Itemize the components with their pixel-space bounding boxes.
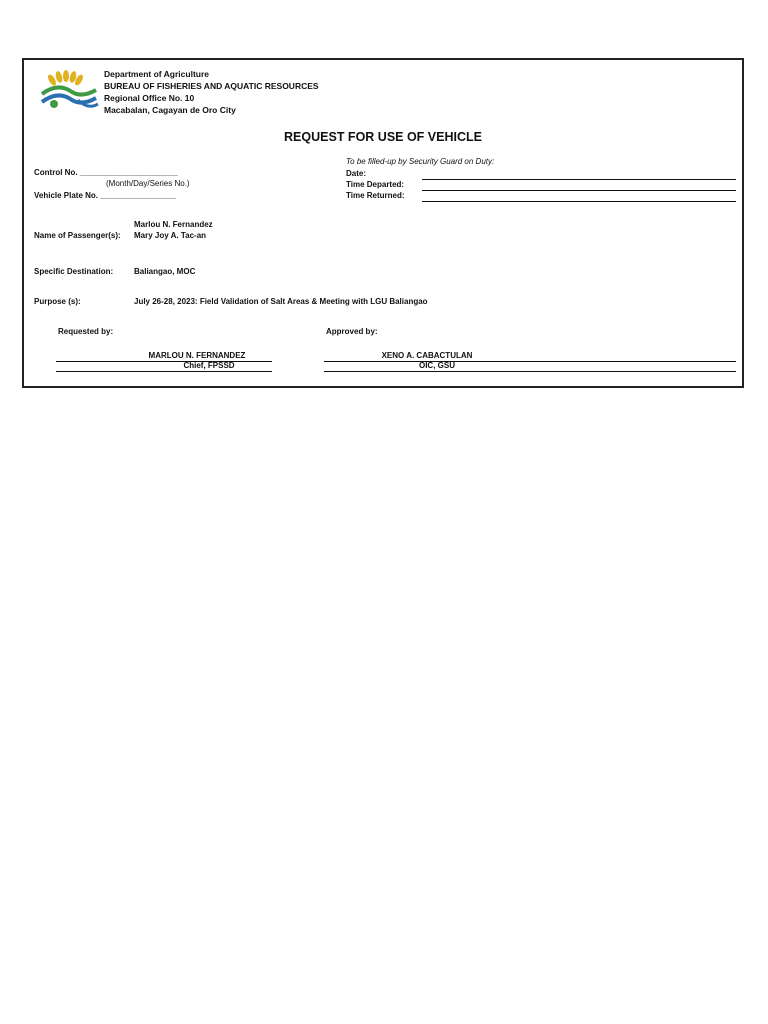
requester-title: Chief, FPSSD <box>183 361 235 370</box>
requester-title-line <box>56 371 272 372</box>
destination-label: Specific Destination: <box>34 267 114 276</box>
bureau-name: BUREAU OF FISHERIES AND AQUATIC RESOURCES <box>104 81 319 91</box>
vehicle-request-form <box>22 58 744 388</box>
regional-office: Regional Office No. 10 <box>104 93 195 103</box>
passenger-2: Mary Joy A. Tac-an <box>134 231 207 240</box>
approver-title: OIC, GSU <box>418 361 455 370</box>
passenger-label: Name of Passenger(s): <box>34 231 121 240</box>
control-no-hint: (Month/Day/Series No.) <box>106 179 190 188</box>
time-returned-line <box>422 201 736 202</box>
approved-by-label: Approved by: <box>326 327 378 336</box>
requester-name: MARLOU N. FERNANDEZ <box>148 351 246 360</box>
passenger-1: Marlou N. Fernandez <box>134 220 213 229</box>
office-address: Macabalan, Cagayan de Oro City <box>104 105 236 115</box>
destination-value: Baliangao, MOC <box>134 267 196 276</box>
date-label: Date: <box>346 169 367 178</box>
form-title: REQUEST FOR USE OF VEHICLE <box>284 130 482 144</box>
control-no-label: Control No. ______________________ <box>34 168 178 177</box>
bfar-logo-icon <box>38 70 100 114</box>
time-departed-line <box>422 190 736 191</box>
requested-by-label: Requested by: <box>58 327 114 336</box>
date-field-line <box>422 179 736 180</box>
approver-name: XENO A. CABACTULAN <box>381 351 473 360</box>
guard-note: To be filled-up by Security Guard on Duty: <box>346 157 495 166</box>
purpose-value: July 26-28, 2023: Field Validation of Salt Areas & Meeting with LGU Baliangao <box>134 297 428 306</box>
plate-no-label: Vehicle Plate No. _________________ <box>34 191 176 200</box>
approver-title-line <box>324 371 736 372</box>
department-name: Department of Agriculture <box>104 69 210 79</box>
purpose-label: Purpose (s): <box>34 297 81 306</box>
time-returned-label: Time Returned: <box>346 191 405 200</box>
time-departed-label: Time Departed: <box>346 180 405 189</box>
